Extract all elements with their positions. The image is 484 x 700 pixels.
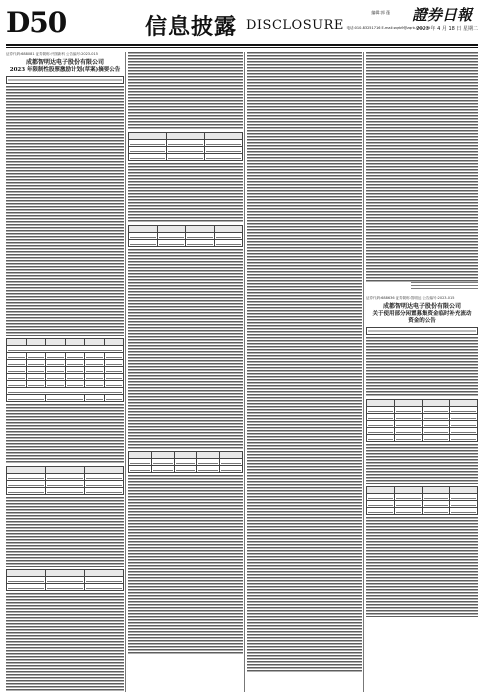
- table-row: [367, 487, 478, 494]
- masthead-rule: [6, 44, 478, 46]
- table-row: [129, 466, 243, 473]
- table-row: [367, 421, 478, 428]
- column-divider: [125, 52, 126, 692]
- table-row: [7, 395, 124, 402]
- announcement-title: 2023 年限制性股票激励计划(草案)摘要公告: [9, 67, 121, 73]
- table-row: [7, 367, 124, 374]
- table-row: [7, 339, 124, 346]
- table-row: [7, 481, 124, 488]
- body-text: [366, 337, 478, 397]
- body-text: [366, 52, 478, 282]
- fund-usage-table: [366, 399, 478, 442]
- table-row: [7, 474, 124, 481]
- table-row: [129, 240, 243, 247]
- table-row: [7, 467, 124, 474]
- body-text: [366, 517, 478, 617]
- table-row: [367, 501, 478, 508]
- column-4: [366, 52, 478, 692]
- table-row: [7, 346, 124, 353]
- column-divider: [363, 52, 364, 692]
- body-text: [6, 593, 124, 692]
- table-row: [129, 154, 243, 161]
- table-row: [367, 435, 478, 442]
- announcement-company: 成都智明达电子股份有限公司: [382, 303, 461, 310]
- body-text: [6, 497, 124, 567]
- table-row: [367, 494, 478, 501]
- masthead-info: [308, 4, 478, 40]
- section-title-cn: 信息披露: [145, 14, 238, 40]
- table-row: [129, 133, 243, 140]
- performance-table: [128, 132, 243, 161]
- body-text: [6, 404, 124, 464]
- section-title-en: DISCLOSURE: [246, 18, 344, 33]
- table-row: [129, 459, 243, 466]
- contact-info: 电话:010-83251716 E-mail:zqrb9@zqrb.sina.net: [346, 26, 430, 30]
- table-row: [7, 381, 124, 388]
- body-text: [366, 444, 478, 484]
- page-number: D50: [6, 6, 67, 39]
- allocation-table: [6, 338, 124, 402]
- announcement-company: 成都智明达电子股份有限公司: [25, 59, 104, 66]
- table-row: [367, 508, 478, 515]
- column-divider: [244, 52, 245, 692]
- assessment-table: [128, 225, 243, 247]
- column-3: [247, 52, 362, 692]
- body-text: [128, 163, 243, 223]
- table-row: [367, 400, 478, 407]
- table-row: [129, 226, 243, 233]
- table-row: [7, 570, 124, 577]
- body-text: [128, 249, 243, 449]
- table-row: [7, 577, 124, 584]
- table-row: [367, 414, 478, 421]
- table-row: [7, 584, 124, 591]
- notice-box: [6, 76, 124, 84]
- issue-date: 2023 年 4 月 18 日 星期二: [416, 26, 478, 32]
- table-row: [367, 428, 478, 435]
- body-text: [128, 475, 243, 655]
- table-row: [367, 407, 478, 414]
- table-row: [129, 140, 243, 147]
- column-2: [128, 52, 243, 692]
- masthead-rule-thin: [6, 47, 478, 48]
- body-text: [128, 52, 243, 130]
- announcement-title-line1: 关于使用部分闲置募集资金临时补充流动: [372, 311, 472, 317]
- notice-box: [366, 327, 478, 335]
- project-table: [366, 486, 478, 515]
- schedule-table: [6, 466, 124, 495]
- body-text: [6, 86, 124, 336]
- column-1: [6, 52, 124, 692]
- announcement-title-line2: 资金的公告: [408, 318, 436, 324]
- cost-table: [128, 451, 243, 473]
- body-text: [247, 52, 362, 672]
- table-row: [7, 353, 124, 360]
- table-row: [129, 233, 243, 240]
- stock-code-line: 证券代码:688081 证券简称:兴图新科 公告编号:2023-015: [6, 52, 98, 56]
- table-row: [129, 452, 243, 459]
- stock-code-line: 证券代码:688636 证券简称:智明达 公告编号:2023-015: [366, 296, 455, 300]
- table-row: [7, 374, 124, 381]
- editor-credit: 编辑:郭 蓬: [371, 10, 390, 15]
- table-row: [7, 488, 124, 495]
- table-row: [129, 147, 243, 154]
- masthead: [6, 4, 478, 44]
- board-signature: [366, 282, 478, 290]
- table-row: [7, 388, 124, 395]
- unlock-table: [6, 569, 124, 591]
- newspaper-logo: 證券日報: [411, 6, 472, 24]
- signature-line: [411, 282, 478, 290]
- table-row: [7, 360, 124, 367]
